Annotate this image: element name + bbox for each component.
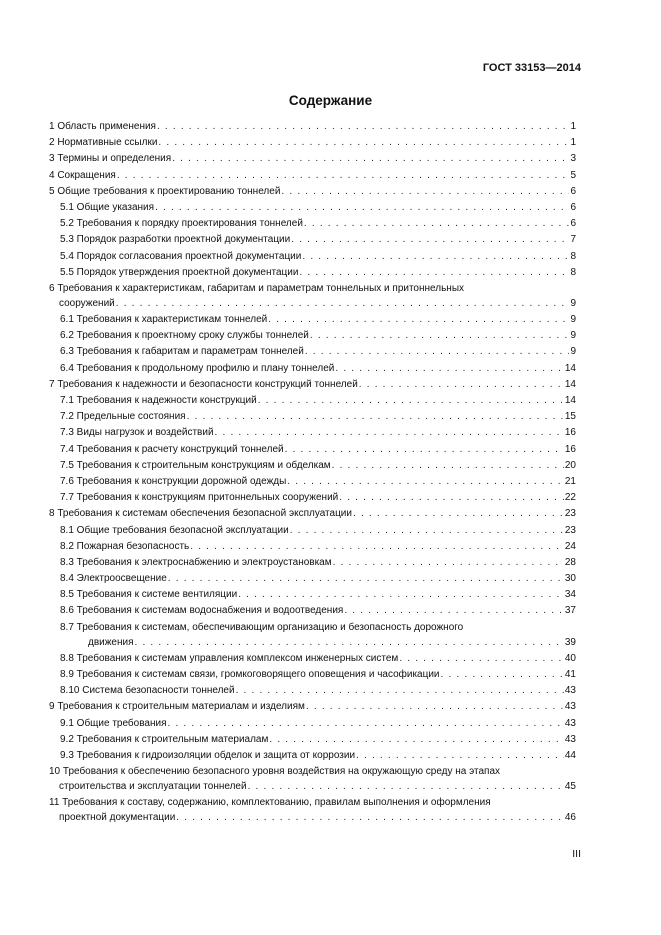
toc-leader-dots	[187, 409, 564, 425]
toc-entry-text: 10 Требования к обеспечению безопасного уровня воздействия на окружающую среду на этапах	[49, 766, 501, 778]
toc-entry-page: 39	[564, 636, 576, 648]
toc-entry[interactable]	[49, 779, 576, 795]
toc-entry[interactable]	[49, 393, 576, 409]
toc-entry-page: 20	[564, 459, 576, 471]
toc-entry[interactable]	[49, 184, 576, 200]
toc-leader-dots	[291, 232, 569, 248]
toc-entry-text: 7.6 Требования к конструкции дорожной одежды	[60, 475, 287, 487]
toc-entry[interactable]	[49, 135, 576, 151]
toc-entry-page: 28	[564, 556, 576, 568]
toc-entry-text: 9 Требования к строительным материалам и изделиям	[49, 701, 305, 713]
toc-entry-text: 2 Нормативные ссылки	[49, 137, 158, 149]
toc-leader-dots	[135, 635, 564, 651]
toc-entry-text: 7.7 Требования к конструкциям притоннельных сооружений	[60, 492, 339, 504]
toc-leader-dots	[117, 168, 570, 184]
toc-entry-page: 1	[570, 137, 576, 149]
toc-entry[interactable]	[49, 312, 576, 328]
toc-leader-dots	[356, 748, 564, 764]
toc-entry[interactable]	[49, 635, 576, 651]
toc-entry-page: 5	[570, 169, 576, 181]
toc-entry-page: 40	[564, 652, 576, 664]
toc-entry[interactable]	[49, 587, 576, 603]
toc-entry[interactable]	[49, 442, 576, 458]
toc-leader-dots	[287, 474, 564, 490]
toc-leader-dots	[268, 312, 569, 328]
toc-entry-page: 41	[564, 669, 576, 680]
toc-entry-page: 37	[564, 605, 576, 617]
toc-entry-text: 8.3 Требования к электроснабжению и электроустановкам	[60, 556, 332, 568]
toc-entry-text: 4 Сокращения	[49, 169, 116, 181]
toc-entry-text: 8 Требования к системам обеспечения безопасной эксплуатации	[49, 508, 352, 520]
toc-entry-text: 7.1 Требования к надежности конструкций	[60, 395, 257, 406]
toc-entry-page: 9	[570, 346, 576, 358]
table-of-contents	[49, 119, 576, 827]
toc-entry-text: 5 Общие требования к проектированию тоннелей	[49, 185, 281, 197]
toc-entry-page: 30	[564, 573, 576, 585]
toc-entry[interactable]	[49, 523, 576, 539]
toc-entry[interactable]	[49, 506, 576, 522]
toc-entry-page: 22	[564, 492, 576, 504]
toc-entry[interactable]	[49, 490, 576, 506]
toc-entry-page: 3	[570, 153, 576, 165]
toc-entry-page: 8	[570, 266, 576, 278]
toc-entry[interactable]	[49, 377, 576, 393]
toc-leader-dots	[344, 603, 564, 619]
toc-leader-dots	[353, 506, 564, 522]
toc-entry-text: 9.2 Требования к строительным материалам	[60, 733, 269, 745]
toc-entry-page: 23	[564, 524, 576, 536]
toc-entry[interactable]	[49, 651, 576, 667]
toc-entry[interactable]	[49, 119, 576, 135]
toc-leader-dots	[238, 587, 564, 603]
toc-leader-dots	[310, 328, 570, 344]
toc-entry-page: 6	[570, 218, 576, 230]
toc-leader-dots	[441, 667, 564, 683]
toc-entry[interactable]	[49, 249, 576, 265]
toc-entry-page: 16	[564, 443, 576, 455]
toc-entry-text: 6.2 Требования к проектному сроку службы тоннелей	[60, 330, 309, 342]
toc-entry-text: 1 Область применения	[49, 121, 156, 132]
toc-entry-page: 43	[564, 733, 576, 745]
toc-entry-page: 46	[564, 812, 576, 824]
toc-entry-page: 6	[570, 185, 576, 197]
toc-entry-page: 43	[564, 717, 576, 729]
toc-entry[interactable]	[49, 748, 576, 764]
toc-entry[interactable]	[49, 151, 576, 167]
toc-leader-dots	[304, 216, 570, 232]
toc-entry-page: 24	[564, 540, 576, 552]
toc-entry[interactable]	[49, 458, 576, 474]
toc-entry-text: 5.5 Порядок утверждения проектной документации	[60, 266, 299, 278]
toc-entry-page: 45	[564, 781, 576, 793]
toc-entry-page: 16	[564, 427, 576, 439]
toc-entry-page: 44	[564, 749, 576, 761]
toc-entry[interactable]	[49, 474, 576, 490]
toc-entry-text: 8.1 Общие требования безопасной эксплуатации	[60, 524, 289, 536]
toc-entry[interactable]	[49, 555, 576, 571]
toc-leader-dots	[335, 361, 564, 377]
toc-leader-dots	[258, 393, 564, 409]
toc-entry-page: 14	[564, 362, 576, 374]
toc-leader-dots	[299, 265, 569, 281]
toc-entry-text: 5.2 Требования к порядку проектирования тоннелей	[60, 218, 303, 230]
toc-entry[interactable]	[49, 667, 576, 683]
toc-entry-page: 1	[570, 121, 576, 132]
toc-leader-dots	[215, 425, 564, 441]
toc-leader-dots	[168, 571, 564, 587]
toc-entry-text: 5.3 Порядок разработки проектной документации	[60, 234, 291, 246]
toc-entry[interactable]	[49, 200, 576, 216]
toc-leader-dots	[306, 699, 564, 715]
toc-entry[interactable]	[49, 571, 576, 587]
toc-entry-text: 9.3 Требования к гидроизоляции обделок и защита от коррозии	[60, 749, 356, 761]
toc-entry-text: 8.5 Требования к системе вентиляции	[60, 589, 238, 601]
toc-entry[interactable]	[49, 296, 576, 312]
toc-entry-page: 23	[564, 508, 576, 520]
toc-entry-page: 8	[570, 250, 576, 262]
toc-entry-text: 7.2 Предельные состояния	[60, 411, 186, 423]
toc-leader-dots	[269, 732, 564, 748]
toc-entry-text: 8.2 Пожарная безопасность	[60, 540, 190, 552]
toc-entry-text: 6 Требования к характеристикам, габаритам и параметрам тоннельных и притоннельных	[49, 282, 465, 294]
toc-entry-text: 7.5 Требования к строительным конструкциям и обделкам	[60, 459, 331, 471]
toc-leader-dots	[281, 184, 569, 200]
toc-entry[interactable]	[49, 265, 576, 281]
toc-leader-dots	[172, 151, 569, 167]
toc-entry-text: 5.4 Порядок согласования проектной документации	[60, 250, 302, 262]
toc-entry-text: 6.4 Требования к продольному профилю и плану тоннелей	[60, 362, 335, 374]
toc-leader-dots	[248, 779, 564, 795]
toc-entry-text: 8.6 Требования к системам водоснабжения и водоотведения	[60, 605, 344, 617]
standard-code: ГОСТ 33153—2014	[482, 62, 581, 74]
toc-entry[interactable]	[49, 361, 576, 377]
toc-leader-dots	[168, 716, 564, 732]
toc-leader-dots	[359, 377, 564, 393]
toc-entry-page: 43	[564, 701, 576, 713]
page-number: III	[572, 848, 581, 860]
toc-entry[interactable]	[49, 409, 576, 425]
toc-entry-page: 6	[570, 201, 576, 213]
toc-entry[interactable]	[49, 216, 576, 232]
toc-entry[interactable]	[49, 810, 576, 826]
toc-entry-text: 7.4 Требования к расчету конструкций тоннелей	[60, 443, 284, 455]
toc-leader-dots	[158, 135, 569, 151]
toc-leader-dots	[285, 442, 564, 458]
toc-entry-text: 5.1 Общие указания	[60, 201, 155, 213]
toc-entry-continuation: проектной документации	[59, 812, 176, 824]
toc-entry[interactable]	[49, 232, 576, 248]
toc-entry-page: 9	[570, 314, 576, 326]
toc-leader-dots	[155, 200, 569, 216]
toc-entry-continuation: строительства и эксплуатации тоннелей	[59, 781, 247, 793]
toc-leader-dots	[305, 344, 570, 360]
toc-entry-text: 8.8 Требования к системам управления комплексом инженерных систем	[60, 652, 399, 664]
toc-leader-dots	[176, 810, 564, 826]
toc-entry[interactable]	[49, 699, 576, 715]
toc-entry[interactable]	[49, 425, 576, 441]
toc-entry-page: 9	[570, 330, 576, 342]
toc-entry-page: 9	[570, 297, 576, 309]
toc-entry[interactable]	[49, 539, 576, 555]
toc-entry[interactable]	[49, 683, 576, 699]
toc-entry-text: 8.10 Система безопасности тоннелей	[60, 685, 235, 697]
toc-entry-continuation: сооружений	[59, 297, 115, 309]
toc-entry-text: 6.1 Требования к характеристикам тоннелей	[60, 314, 268, 326]
toc-entry-text: 11 Требования к составу, содержанию, комплектованию, правилам выполнения и оформления	[49, 797, 491, 809]
toc-leader-dots	[332, 458, 564, 474]
toc-leader-dots	[290, 523, 564, 539]
toc-entry-text: 6.3 Требования к габаритам и параметрам тоннелей	[60, 346, 304, 358]
toc-leader-dots	[116, 296, 570, 312]
toc-entry[interactable]	[49, 344, 576, 360]
toc-entry-page: 34	[564, 589, 576, 601]
toc-entry-page: 7	[570, 234, 576, 246]
toc-entry[interactable]	[49, 168, 576, 184]
toc-leader-dots	[333, 555, 564, 571]
toc-leader-dots	[302, 249, 569, 265]
toc-entry-text: 8.7 Требования к системам, обеспечивающим организацию и безопасность дорожного	[60, 621, 464, 633]
toc-entry[interactable]	[49, 328, 576, 344]
toc-leader-dots	[399, 651, 564, 667]
toc-entry-text: 7 Требования к надежности и безопасности конструкций тоннелей	[49, 378, 358, 390]
toc-entry-text: 8.4 Электроосвещение	[60, 573, 167, 585]
toc-entry-text: 7.3 Виды нагрузок и воздействий	[60, 427, 214, 439]
toc-entry-page: 14	[564, 378, 576, 390]
toc-leader-dots	[190, 539, 564, 555]
toc-entry-page: 21	[564, 475, 576, 487]
toc-entry[interactable]	[49, 716, 576, 732]
toc-leader-dots	[236, 683, 564, 699]
toc-entry[interactable]	[49, 732, 576, 748]
toc-entry-text: 9.1 Общие требования	[60, 717, 167, 729]
toc-entry-text: 8.9 Требования к системам связи, громкоговорящего оповещения и часофикации	[60, 669, 440, 680]
toc-entry-continuation: движения	[88, 636, 134, 648]
toc-entry-page: 14	[564, 395, 576, 406]
toc-entry-page: 43	[564, 685, 576, 697]
toc-entry[interactable]	[49, 603, 576, 619]
toc-entry-page: 15	[564, 411, 576, 423]
toc-leader-dots	[339, 490, 564, 506]
toc-entry-text: 3 Термины и определения	[49, 153, 172, 165]
toc-leader-dots	[157, 119, 569, 135]
toc-title: Содержание	[288, 93, 373, 108]
